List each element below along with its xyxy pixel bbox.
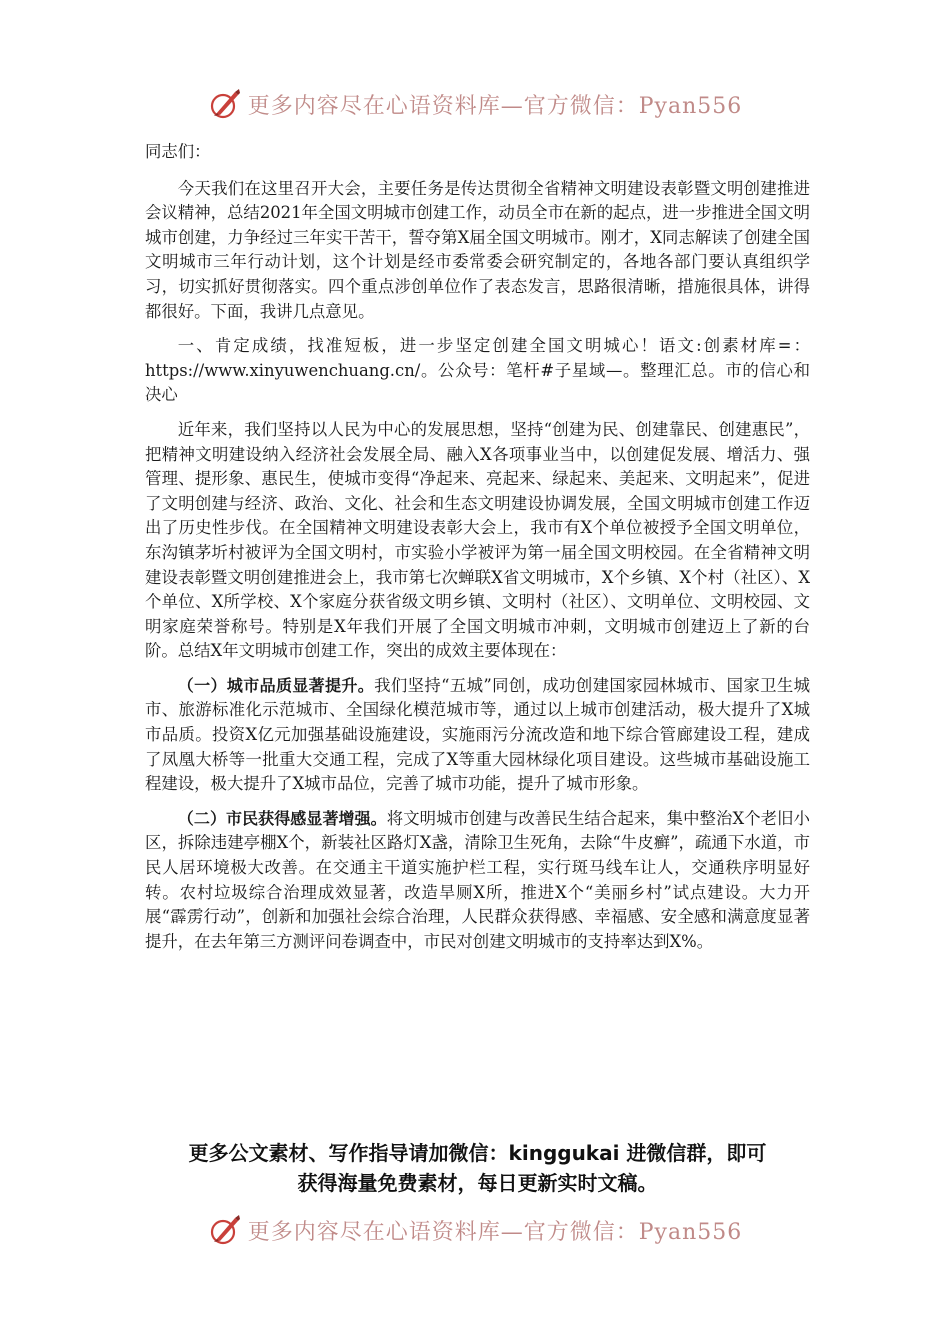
- promo-line-2: 获得海量免费素材，每日更新实时文稿。: [297, 1171, 658, 1195]
- section1-heading: 一、肯定成绩，找准短板，进一步坚定创建全国文明城心！语文:创素材库=：https://www.xinyuwenchuang.cn/。公众号：笔杆#子星域—。整理汇总。市的信心和决心: [145, 336, 810, 405]
- header-banner-inner: [208, 87, 743, 121]
- header-banner-text: 更多内容尽在心语资料库—官方微信：Pyan556: [247, 93, 743, 119]
- item2-paragraph: [145, 807, 810, 955]
- intro-paragraph: 今天我们在这里召开大会，主要任务是传达贯彻全省精神文明建设表彰暨文明创建推进会议精神，总结2021年全国文明城市创建工作，动员全市在新的起点，进一步推进全国文明城市创建，力争经过三年实干苦干，誓夺第X届全国文明城市。刚才，X同志解读了创建全国文明城市三年行动计划，这个计划是经市委常委会研究制定的，各地各部门要认真组织学习，切实抓好贯彻落实。四个重点涉创单位作了表态发言，思路很清晰，措施很具体，讲得都很好。下面，我讲几点意见。: [145, 178, 810, 321]
- footer-banner-inner: [208, 1213, 743, 1247]
- footer-watermark-banner: [0, 1208, 950, 1252]
- quill-pen-icon: [208, 1213, 242, 1247]
- promo-notice: [145, 1138, 810, 1198]
- item1-paragraph: [145, 674, 810, 797]
- header-watermark-banner: [0, 82, 950, 126]
- item1-body: 我们坚持“五城”同创，成功创建国家园林城市、国家卫生城市、旅游标准化示范城市、全国绿化模范城市等，通过以上城市创建活动，极大提升了X城市品质。投资X亿元加强基础设施建设，实施雨污分流改造和地下综合管廊建设工程，建成了凤凰大桥等一批重大交通工程，完成了X等重大园林绿化项目建设。这些城市基础设施工程建设，极大提升了X城市品位，完善了城市功能，提升了城市形象。: [145, 675, 810, 794]
- document-body: [145, 140, 810, 964]
- promo-line-1: 更多公文素材、写作指导请加微信：kinggukai 进微信群，即可: [188, 1141, 767, 1165]
- section1-body: 近年来，我们坚持以人民为中心的发展思想，坚持“创建为民、创建靠民、创建惠民”，把精神文明建设纳入经济社会发展全局、融入X各项事业当中，以创建促发展、增活力、强管理、提形象、惠民生，使城市变得“净起来、亮起来、绿起来、美起来、文明起来”，促进了文明创建与经济、政治、文化、社会和生态文明建设协调发展，全国文明城市创建工作迈出了历史性步伐。在全国精神文明建设表彰大会上，我市有X个单位被授予全国文明单位，东沟镇茅圻村被评为全国文明村，市实验小学被评为第一届全国文明校园。在全省精神文明建设表彰暨文明创建推进会上，我市第七次蝉联X省文明城市，X个乡镇、X个村（社区）、X个单位、X所学校、X个家庭分获省级文明乡镇、文明村（社区）、文明单位、文明校园、文明家庭荣誉称号。特别是X年我们开展了全国文明城市冲刺，文明城市创建迈上了新的台阶。总结X年文明城市创建工作，突出的成效主要体现在：: [145, 419, 810, 661]
- footer-banner-text: 更多内容尽在心语资料库—官方微信：Pyan556: [247, 1219, 743, 1245]
- greeting: 同志们：: [145, 142, 211, 161]
- quill-pen-icon: [208, 87, 242, 121]
- item2-body: 将文明城市创建与改善民生结合起来，集中整治X个老旧小区，拆除违建亭棚X个，新装社区路灯X盏，清除卫生死角，去除“牛皮癣”，疏通下水道，市民人居环境极大改善。在交通主干道实施护栏工程，实行斑马线车让人，交通秩序明显好转。农村垃圾综合治理成效显著，改造旱厕X所，推进X个“美丽乡村”试点建设。大力开展“霹雳行动”，创新和加强社会综合治理，人民群众获得感、幸福感、安全感和满意度显著提升，在去年第三方测评问卷调查中，市民对创建文明城市的支持率达到X%。: [145, 808, 810, 951]
- item2-lead: （二）市民获得感显著增强。: [177, 808, 387, 828]
- item1-lead: （一）城市品质显著提升。: [177, 675, 375, 695]
